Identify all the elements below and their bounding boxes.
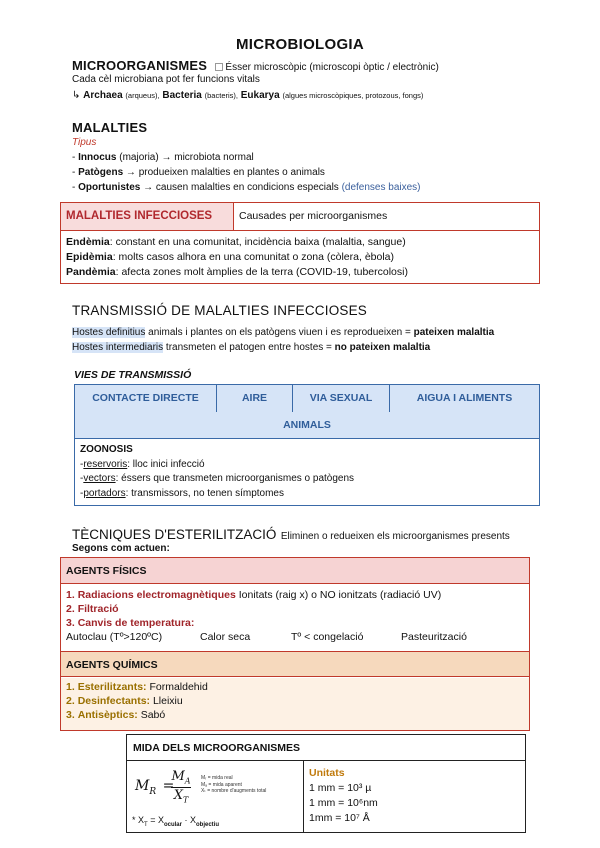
list-item bbox=[80, 458, 354, 473]
term: Endèmia bbox=[66, 236, 110, 248]
den-letter: X bbox=[173, 787, 183, 803]
dash: - bbox=[72, 152, 76, 163]
hostes-intermediaris: Hostes intermediaris bbox=[72, 342, 164, 353]
hostes-intermediaris-line bbox=[72, 342, 430, 353]
domain-eukarya-note: (algues microscòpiques, protozous, fongs) bbox=[282, 91, 424, 100]
infeccioses-row bbox=[66, 265, 408, 280]
infeccioses-desc: Causades per microorganismes bbox=[239, 210, 388, 222]
tecniques-heading-line bbox=[72, 526, 510, 544]
dash: - bbox=[80, 473, 84, 484]
num-letter: M bbox=[171, 769, 185, 784]
list-item bbox=[80, 487, 354, 502]
micro-heading-line bbox=[72, 57, 439, 75]
infeccioses-row bbox=[66, 235, 408, 250]
rest: animals i plantes on els patògens viuen i es reprodueixen = bbox=[145, 327, 414, 338]
num: 3. bbox=[66, 617, 75, 629]
fisics-label: AGENTS FÍSICS bbox=[61, 558, 529, 584]
rest: : constant en una comunitat, incidència baixa (malaltia, sangue) bbox=[109, 236, 406, 248]
bold: no pateixen malaltia bbox=[334, 342, 431, 353]
hostes-definitius-line bbox=[72, 327, 494, 338]
rest: : afecta zones molt àmplies de la terra (COVID-19, tubercolosi) bbox=[115, 266, 408, 278]
note-x: * X bbox=[132, 815, 145, 825]
dash: - bbox=[80, 487, 84, 499]
unit-item: 1mm = 10⁷ Å bbox=[309, 812, 370, 824]
vies-row bbox=[75, 385, 539, 413]
formula-legend bbox=[201, 775, 266, 795]
formula-eq: = bbox=[162, 778, 175, 794]
bold: pateixen malaltia bbox=[413, 327, 495, 338]
dash: - bbox=[80, 458, 84, 470]
rest: : transmissors, no tenen símptomes bbox=[125, 487, 284, 499]
vies-cell: AIGUA I ALIMENTS bbox=[416, 392, 513, 404]
mida-box bbox=[126, 734, 526, 833]
note-ocular: ocular bbox=[163, 821, 182, 828]
dash: - bbox=[72, 182, 76, 193]
term: Patògens bbox=[78, 167, 124, 178]
rest: Sabó bbox=[137, 709, 166, 721]
vies-table bbox=[74, 384, 540, 506]
hostes-definitius: Hostes definitius bbox=[72, 327, 146, 338]
tecniques-heading: TÈCNIQUES D'ESTERILITZACIÓ bbox=[72, 527, 277, 542]
rest: Lleixiu bbox=[150, 695, 183, 707]
list-item bbox=[80, 472, 354, 487]
quimics-label: AGENTS QUÍMICS bbox=[61, 651, 529, 677]
term: Antisèptics: bbox=[77, 709, 138, 721]
transmissio-heading: TRANSMISSIÓ DE MALALTIES INFECCIOSES bbox=[72, 303, 368, 318]
num: 2. bbox=[66, 695, 75, 707]
domain-archaea: Archaea bbox=[83, 90, 123, 101]
domain-archaea-note: (arqueus), bbox=[125, 91, 160, 100]
term: Epidèmia bbox=[66, 251, 113, 263]
arrow-icon: ↳ bbox=[72, 90, 81, 101]
num: 1. bbox=[66, 681, 75, 693]
vies-body bbox=[80, 443, 354, 501]
infeccioses-label: MALALTIES INFECCIOSES bbox=[61, 203, 234, 230]
malalties-item bbox=[72, 182, 421, 193]
vies-animals: ANIMALS bbox=[75, 412, 539, 439]
term: portadors bbox=[83, 487, 126, 499]
term: Desinfectants: bbox=[77, 695, 151, 707]
segons-label: Segons com actuen: bbox=[72, 543, 170, 554]
tipus-label: Tipus bbox=[72, 137, 97, 148]
unit-item: 1 mm = 10³ µ bbox=[309, 782, 372, 794]
formula-num bbox=[171, 769, 191, 788]
quimics-body bbox=[61, 678, 529, 730]
rest: → causen malalties en condicions especials bbox=[140, 182, 342, 193]
infeccioses-box bbox=[60, 202, 540, 284]
dash: - bbox=[72, 167, 76, 178]
rest: (majoria) → microbiota normal bbox=[116, 152, 254, 163]
rest: → produeixen malalties en plantes o animals bbox=[123, 167, 325, 178]
unitats-label: Unitats bbox=[309, 767, 345, 779]
temp-item: Tº < congelació bbox=[291, 631, 364, 643]
domain-bacteria-note: (bacteris), bbox=[204, 91, 238, 100]
malalties-heading: MALALTIES bbox=[72, 120, 148, 135]
note-dot: · X bbox=[181, 815, 196, 825]
term: Esterilitzants: bbox=[77, 681, 147, 693]
agents-box bbox=[60, 557, 530, 731]
micro-line2: Cada cèl microbiana pot fer funcions vitals bbox=[72, 74, 260, 85]
den-sub: T bbox=[182, 795, 189, 805]
rest: Formaldehid bbox=[146, 681, 208, 693]
malalties-item bbox=[72, 152, 254, 163]
term: Canvis de temperatura: bbox=[77, 617, 195, 629]
vies-cell: VIA SEXUAL bbox=[293, 385, 390, 412]
quimics-item bbox=[66, 709, 165, 721]
micro-domains bbox=[72, 90, 423, 101]
num-sub: A bbox=[184, 776, 191, 786]
rest: Ionitats (raig x) o NO ionitzats (radiació UV) bbox=[235, 589, 442, 601]
term: Oportunistes bbox=[78, 182, 141, 193]
rest: : molts casos alhora en una comunitat o zona (còlera, èbola) bbox=[112, 251, 395, 263]
infeccioses-header bbox=[61, 203, 539, 231]
note-eq: = X bbox=[147, 815, 164, 825]
formula-lhs: M bbox=[135, 778, 150, 794]
num: 1. bbox=[66, 589, 75, 601]
temp-item: Pasteurització bbox=[401, 631, 467, 643]
num: 2. bbox=[66, 603, 75, 615]
fisics-line-2 bbox=[66, 603, 119, 615]
domain-bacteria: Bacteria bbox=[162, 90, 202, 101]
quimics-item bbox=[66, 695, 183, 707]
temp-item: Autoclau (Tº>120ºC) bbox=[66, 631, 163, 643]
divider bbox=[303, 761, 304, 833]
num: 3. bbox=[66, 709, 75, 721]
rest: : éssers que transmeten microorganismes o patògens bbox=[115, 473, 355, 484]
vies-cell: AIRE bbox=[217, 385, 293, 412]
micro-note bbox=[215, 62, 439, 73]
blue-note: (defenses baixes) bbox=[341, 182, 421, 193]
legend-item: Xₜ = nombre d'augments total bbox=[201, 788, 267, 794]
formula-lhs-sub: R bbox=[149, 786, 157, 797]
fisics-line-3 bbox=[66, 617, 194, 629]
legend-item: Mₐ = mida aparent bbox=[201, 781, 242, 788]
note-sub: T bbox=[144, 821, 148, 828]
vies-cell: CONTACTE DIRECTE bbox=[75, 385, 217, 412]
legend-item: Mᵣ = mida real bbox=[201, 775, 233, 781]
micro-heading: MICROORGANISMES bbox=[72, 58, 208, 73]
vies-heading: VIES DE TRANSMISSIÓ bbox=[74, 369, 192, 381]
unit-item: 1 mm = 10⁶nm bbox=[309, 797, 378, 809]
infeccioses-body bbox=[66, 235, 408, 280]
malalties-item bbox=[72, 167, 325, 178]
term: Pandèmia bbox=[66, 266, 116, 278]
term: vectors bbox=[83, 473, 116, 484]
term: Innocus bbox=[78, 152, 117, 163]
fisics-body bbox=[61, 585, 529, 651]
checkbox-icon bbox=[215, 63, 223, 71]
formula-fraction bbox=[171, 769, 191, 804]
rest: : lloc inici infecció bbox=[127, 458, 205, 470]
infeccioses-row bbox=[66, 250, 408, 265]
term: reservoris bbox=[83, 458, 128, 470]
zoonosis-label: ZOONOSIS bbox=[80, 444, 133, 455]
temp-item: Calor seca bbox=[200, 631, 251, 643]
rest: transmeten el patogen entre hostes = bbox=[163, 342, 335, 353]
term: Radiacions electromagnètiques bbox=[77, 589, 236, 601]
page-title: MICROBIOLOGIA bbox=[235, 36, 365, 53]
mida-label: MIDA DELS MICROORGANISMES bbox=[127, 735, 525, 761]
formula-den bbox=[171, 788, 191, 805]
domain-eukarya: Eukarya bbox=[240, 90, 280, 101]
formula-note bbox=[132, 815, 219, 828]
micro-note-text: Ésser microscòpic (microscopi òptic / electrònic) bbox=[225, 62, 439, 73]
quimics-item bbox=[66, 681, 208, 693]
term: Filtració bbox=[77, 603, 119, 615]
note-objectiu: objectiu bbox=[195, 821, 219, 828]
fisics-line-1 bbox=[66, 589, 441, 601]
tecniques-note: Eliminen o redueixen els microorganismes presents bbox=[280, 531, 510, 542]
